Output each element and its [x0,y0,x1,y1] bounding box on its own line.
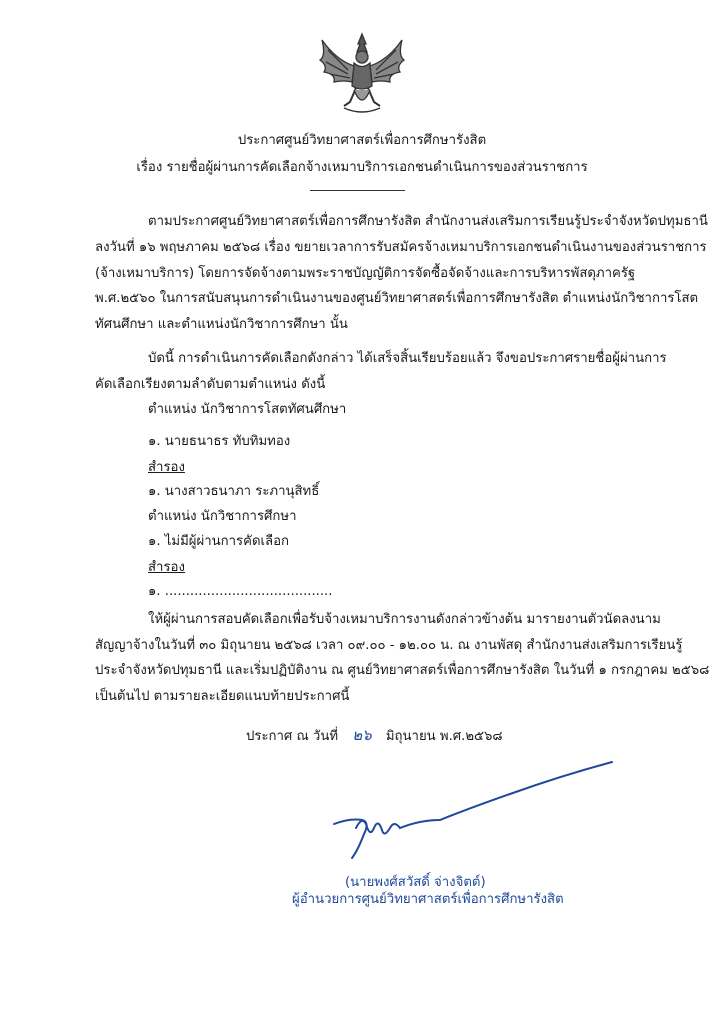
reserve-label: สำรอง [148,460,185,475]
position2-title: ตำแหน่ง นักวิชาการศึกษา [148,509,297,524]
header-divider [310,190,405,191]
para1-line: ลงวันที่ ๑๖ พฤษภาคม ๒๕๖๘ เรื่อง ขยายเวลาการรับสมัครจ้างเหมาบริการเอกชนดำเนินงานของส่วนราชการ [95,240,707,255]
para2-line: คัดเลือกเรียงตามลำดับตามตำแหน่ง ดังนี้ [95,377,326,392]
para3-line: ประจำจังหวัดปทุมธานี และเริ่มปฏิบัติงาน ณ ศูนย์วิทยาศาสตร์เพื่อการศึกษารังสิต ในวันที่ ๑ กรกฎาคม ๒๕๖๘ [95,663,710,678]
position1-selected: ๑. นายธนาธร ทับทิมทอง [148,434,291,449]
para3-line: สัญญาจ้างในวันที่ ๓๐ มิถุนายน ๒๕๖๘ เวลา ๐๙.๐๐ - ๑๒.๐๐ น. ณ งานพัสดุ สำนักงานส่งเสริมการเรียนรู้ [95,638,683,653]
position2-selected: ๑. ไม่มีผู้ผ่านการคัดเลือก [148,534,289,549]
handwritten-signature [330,758,615,873]
signatory-title: ผู้อำนวยการศูนย์วิทยาศาสตร์เพื่อการศึกษารังสิต [292,892,564,907]
garuda-emblem-icon [314,30,410,116]
position2-reserve: ๑. ........................................ [148,584,333,599]
dateline-suffix: มิถุนายน พ.ศ.๒๕๖๘ [385,729,503,744]
para3-line: เป็นต้นไป ตามรายละเอียดแนบท้ายประกาศนี้ [95,689,350,704]
dateline [246,727,503,745]
para1-line: (จ้างเหมาบริการ) โดยการจัดจ้างตามพระราชบัญญัติการจัดซื้อจัดจ้างและการบริหารพัสดุภาครัฐ [95,266,636,281]
dateline-day-handwritten: ๒๖ [352,726,372,744]
para1-line: พ.ศ.๒๕๖๐ ในการสนับสนุนการดำเนินงานของศูนย์วิทยาศาสตร์เพื่อการศึกษารังสิต ตำแหน่งนักวิชาการโสต [95,291,699,306]
para2-line: บัดนี้ การดำเนินการคัดเลือกดังกล่าว ได้เสร็จสิ้นเรียบร้อยแล้ว จึงขอประกาศรายชื่อผู้ผ่านการ [148,351,667,366]
announcement-issuer: ประกาศศูนย์วิทยาศาสตร์เพื่อการศึกษารังสิต [237,133,487,148]
signatory-name: (นายพงศ์สวัสดิ์ จ่างจิตต์) [345,875,486,890]
dateline-prefix: ประกาศ ณ วันที่ [246,729,339,744]
para1-line: ทัศนศึกษา และตำแหน่งนักวิชาการศึกษา นั้น [95,317,348,332]
para1-line: ตามประกาศศูนย์วิทยาศาสตร์เพื่อการศึกษารังสิต สำนักงานส่งเสริมการเรียนรู้ประจำจังหวัดปทุมธานี [148,214,708,229]
reserve-label: สำรอง [148,560,185,575]
announcement-subject: เรื่อง รายชื่อผู้ผ่านการคัดเลือกจ้างเหมาบริการเอกชนดำเนินการของส่วนราชการ [136,160,588,175]
para3-line: ให้ผู้ผ่านการสอบคัดเลือกเพื่อรับจ้างเหมาบริการงานดังกล่าวข้างต้น มารายงานตัวนัดลงนาม [148,612,661,627]
position1-reserve: ๑. นางสาวธนาภา ระภานุสิทธิ์ [148,484,320,499]
position1-title: ตำแหน่ง นักวิชาการโสตทัศนศึกษา [148,402,347,417]
